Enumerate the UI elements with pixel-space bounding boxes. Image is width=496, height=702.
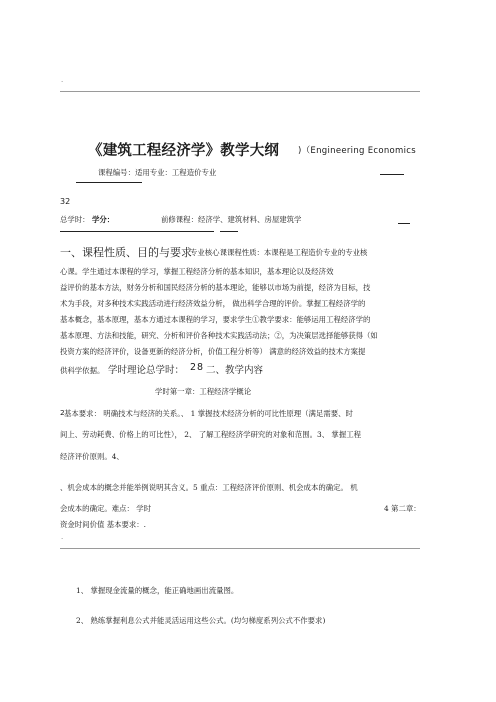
section-1-line-6: 投资方案的经济评价，设备更新的经济分析，价值工程分析等） 满意的经济效益的技术方案提 <box>60 347 366 356</box>
prerequisite-courses: 前修课程：经济学、建筑材料、房屋建筑学 <box>161 215 302 224</box>
hours-text: 学时理论总学时： <box>108 365 185 376</box>
section-1-line-2: 益评价的基本方法，财务分析和国民经济分析的基本理论，能够以市场为前提，经济为目标，技 <box>60 283 371 292</box>
section-1-line-1: 心课。学生通过本课程的学习，掌握工程经济分析的基本知识，基本理论以及经济效 <box>60 267 334 276</box>
page-break-rule <box>60 548 420 549</box>
section-1-line-0: 专业核心课课程性质：本课程是工程造价专业的专业核 <box>190 248 368 257</box>
chapter-1-line-e: 会成本的确定。难点： 学时 <box>60 504 152 513</box>
section-1-line-5: 基本原理、方法和技能，研究、分析和评价各种技术实践活动法；②，为决策层选择能够获得（如 <box>60 331 378 340</box>
page-top-marker: . <box>61 76 64 84</box>
section-1-line-3: 术为手段，对多种技术实践活动进行经济效益分析， 做出科学合理的评价。掌握工程经济学的 <box>60 299 366 308</box>
blank-underline <box>380 174 404 175</box>
chapter-1-title: 学时第一章：工程经济学概论 <box>155 387 252 396</box>
document-title: 《建筑工程经济学》教学大纲 <box>88 142 280 159</box>
info-underline-2 <box>220 231 238 232</box>
list-item-2: 2、 熟练掌握利息公式并能灵活运用这些公式。(均匀梯度系列公式不作要求) <box>76 616 326 625</box>
chapter-1-line-c: 经济评价原则。4、 <box>60 452 124 461</box>
hours-value: 28 <box>190 362 205 373</box>
section-2-title: 二、教学内容 <box>206 365 264 376</box>
course-info: 课程编号：适用专业：工程造价专业 <box>98 168 217 177</box>
blank-underline-2 <box>398 223 410 224</box>
chapter-2-label: 4 第二章： <box>384 504 421 513</box>
page-mid-marker: . <box>61 533 64 541</box>
course-underline <box>76 182 142 183</box>
total-hours-number: 32 <box>60 197 71 206</box>
basic-requirement-text: 基本要求： 明确技术与经济的关系。、 1 掌握技术经济分析的可比性原理（满足需要、时 <box>64 409 353 418</box>
total-hours-label: 总学时： <box>60 215 90 224</box>
section-1-line-4: 基本概念，基本原理，基本方通过本课程的学习，要求学生①教学要求：能够运用工程经济学的 <box>60 315 371 324</box>
chapter-1-line-b: 间上、劳动耗费、价格上的可比性）， 2、 了解工程经济学研究的对象和范围。3、 掌握工程 <box>60 430 361 439</box>
section-1-title: 一、课程性质、目的与要求 <box>60 246 192 259</box>
credit-label: 学分： <box>92 215 115 224</box>
header-rule <box>60 91 420 92</box>
info-underline-1 <box>60 231 214 232</box>
section-1-end: 供科学依据。 <box>60 366 105 375</box>
chapter-1-line-d: 、机会成本的概念并能举例说明其含义。5 重点：工程经济评价原则、机会成本的确定。 机 <box>60 483 358 492</box>
list-item-1: 1、 掌握现金流量的概念，能正确地画出流量图。 <box>76 586 239 595</box>
basic-requirement-number: 2 <box>60 408 65 417</box>
document-title-english: )（Engineering Economics <box>298 146 416 156</box>
chapter-2-line: 资金时间价值 基本要求：. <box>60 520 146 529</box>
